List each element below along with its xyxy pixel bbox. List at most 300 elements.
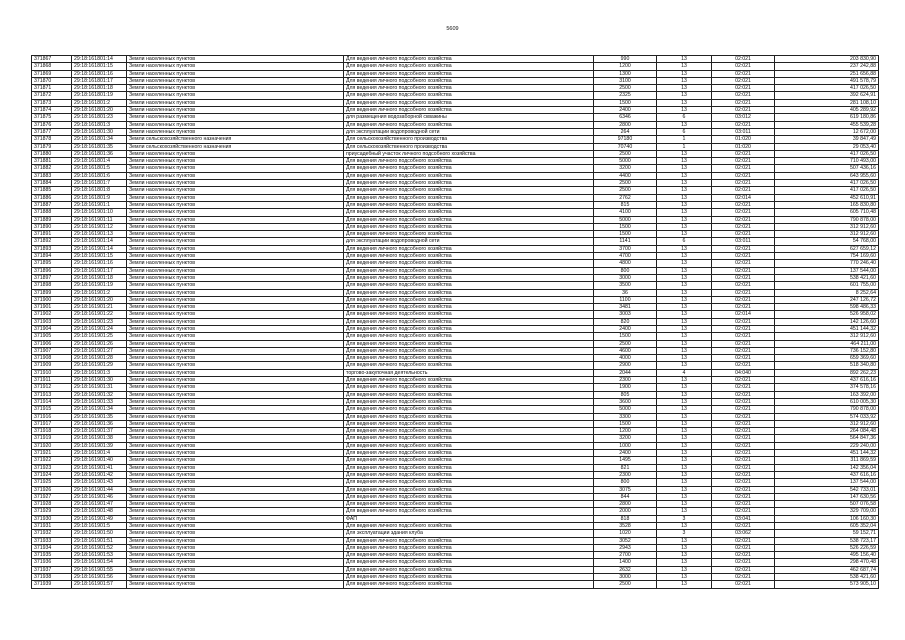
table-row <box>32 245 879 252</box>
permitted-use-cell: Для ведения личного подсобного хозяйства <box>344 362 594 369</box>
permitted-use-cell: Для ведения личного подсобного хозяйства <box>344 245 594 252</box>
permitted-use-cell: Для ведения личного подсобного хозяйства <box>344 523 594 530</box>
area-cell: 2500 <box>594 85 657 92</box>
cadastral-number-cell: 29:18:161901:52 <box>72 544 127 551</box>
use-code-cell: 02:021 <box>712 559 775 566</box>
cadastral-value-cell: 264 084,48 <box>775 428 879 435</box>
cadastral-value-cell: 247 126,72 <box>775 296 879 303</box>
cadastral-number-cell: 29:18:161901:3 <box>72 369 127 376</box>
cadastral-value-cell: 417 026,50 <box>775 180 879 187</box>
table-row <box>32 420 879 427</box>
group-code-cell: 13 <box>657 245 712 252</box>
table-row <box>32 209 879 216</box>
group-code-cell: 13 <box>657 260 712 267</box>
land-category-cell: Земли населенных пунктов <box>127 420 344 427</box>
group-code-cell: 13 <box>657 340 712 347</box>
row-number-cell: 371888 <box>32 209 72 216</box>
cadastral-number-cell: 29:18:161801:8 <box>72 187 127 194</box>
area-cell: 5000 <box>594 406 657 413</box>
area-cell: 800 <box>594 267 657 274</box>
group-code-cell: 13 <box>657 172 712 179</box>
land-category-cell: Земли населенных пунктов <box>127 428 344 435</box>
use-code-cell: 02:021 <box>712 581 775 588</box>
cadastral-number-cell: 29:18:161901:26 <box>72 340 127 347</box>
use-code-cell: 02:021 <box>712 56 775 63</box>
use-code-cell: 02:021 <box>712 391 775 398</box>
row-number-cell: 371939 <box>32 581 72 588</box>
row-number-cell: 371877 <box>32 128 72 135</box>
area-cell: 2400 <box>594 107 657 114</box>
land-category-cell: Земли населенных пунктов <box>127 245 344 252</box>
cadastral-value-cell: 574 033,92 <box>775 413 879 420</box>
land-category-cell: Земли населенных пунктов <box>127 493 344 500</box>
area-cell: 3200 <box>594 435 657 442</box>
row-number-cell: 371870 <box>32 77 72 84</box>
land-category-cell: Земли населенных пунктов <box>127 406 344 413</box>
permitted-use-cell: Для ведения личного подсобного хозяйства <box>344 347 594 354</box>
area-cell: 6346 <box>594 114 657 121</box>
table-row <box>32 172 879 179</box>
group-code-cell: 1 <box>657 143 712 150</box>
permitted-use-cell: Для ведения личного подсобного хозяйства <box>344 99 594 106</box>
use-code-cell: 02:021 <box>712 442 775 449</box>
group-code-cell: 6 <box>657 238 712 245</box>
table-row <box>32 77 879 84</box>
use-code-cell: 02:021 <box>712 501 775 508</box>
row-number-cell: 371907 <box>32 347 72 354</box>
table-row <box>32 201 879 208</box>
cadastral-value-cell: 542 733,01 <box>775 486 879 493</box>
area-cell: 1141 <box>594 238 657 245</box>
table-row <box>32 464 879 471</box>
land-category-cell: Земли населенных пунктов <box>127 479 344 486</box>
cadastral-number-cell: 29:18:161901:33 <box>72 398 127 405</box>
use-code-cell: 01:020 <box>712 143 775 150</box>
cadastral-number-cell: 29:18:161901:2 <box>72 289 127 296</box>
land-category-cell: Земли населенных пунктов <box>127 99 344 106</box>
area-cell: 1500 <box>594 231 657 238</box>
row-number-cell: 371912 <box>32 384 72 391</box>
row-number-cell: 371936 <box>32 559 72 566</box>
cadastral-number-cell: 29:18:161901:34 <box>72 406 127 413</box>
cadastral-number-cell: 29:18:161901:17 <box>72 267 127 274</box>
use-code-cell: 02:021 <box>712 304 775 311</box>
permitted-use-cell: Для ведения личного подсобного хозяйства <box>344 187 594 194</box>
row-number-cell: 371882 <box>32 165 72 172</box>
area-cell: 820 <box>594 318 657 325</box>
cadastral-value-cell: 8 252,64 <box>775 289 879 296</box>
permitted-use-cell: для размещения водозаборной скважины <box>344 114 594 121</box>
land-category-cell: Земли населенных пунктов <box>127 508 344 515</box>
permitted-use-cell: Для ведения личного подсобного хозяйства <box>344 274 594 281</box>
cadastral-value-cell: 392 624,91 <box>775 92 879 99</box>
cadastral-number-cell: 29:18:161901:19 <box>72 282 127 289</box>
area-cell: 1200 <box>594 428 657 435</box>
group-code-cell: 13 <box>657 574 712 581</box>
group-code-cell: 13 <box>657 406 712 413</box>
land-category-cell: Земли населенных пунктов <box>127 267 344 274</box>
land-category-cell: Земли населенных пунктов <box>127 216 344 223</box>
permitted-use-cell: Для ведения личного подсобного хозяйства <box>344 63 594 70</box>
area-cell: 2762 <box>594 194 657 201</box>
group-code-cell: 13 <box>657 267 712 274</box>
area-cell: 2632 <box>594 566 657 573</box>
land-category-cell: Земли населенных пунктов <box>127 501 344 508</box>
area-cell: 3528 <box>594 523 657 530</box>
cadastral-number-cell: 29:18:161801:4 <box>72 158 127 165</box>
table-row <box>32 377 879 384</box>
cadastral-number-cell: 29:18:161901:15 <box>72 253 127 260</box>
group-code-cell: 13 <box>657 180 712 187</box>
cadastral-number-cell: 29:18:161901:24 <box>72 325 127 332</box>
permitted-use-cell: Для ведения личного подсобного хозяйства <box>344 121 594 128</box>
use-code-cell: 02:021 <box>712 428 775 435</box>
row-number-cell: 371879 <box>32 143 72 150</box>
table-row <box>32 70 879 77</box>
group-code-cell: 13 <box>657 537 712 544</box>
table-row <box>32 355 879 362</box>
row-number-cell: 371889 <box>32 216 72 223</box>
permitted-use-cell: Для ведения личного подсобного хозяйства <box>344 216 594 223</box>
permitted-use-cell: Для ведения личного подсобного хозяйства <box>344 537 594 544</box>
area-cell: 3500 <box>594 282 657 289</box>
row-number-cell: 371931 <box>32 523 72 530</box>
cadastral-value-cell: 770 246,40 <box>775 260 879 267</box>
permitted-use-cell: Для ведения личного подсобного хозяйства <box>344 231 594 238</box>
group-code-cell: 13 <box>657 398 712 405</box>
permitted-use-cell: Для ведения личного подсобного хозяйства <box>344 201 594 208</box>
cadastral-value-cell: 605 352,04 <box>775 523 879 530</box>
cadastral-number-cell: 29:18:161901:38 <box>72 435 127 442</box>
use-code-cell: 01:020 <box>712 136 775 143</box>
permitted-use-cell: Для ведения личного подсобного хозяйства <box>344 566 594 573</box>
area-cell: 1400 <box>594 559 657 566</box>
area-cell: 264 <box>594 128 657 135</box>
land-category-cell: Земли населенных пунктов <box>127 296 344 303</box>
group-code-cell: 13 <box>657 566 712 573</box>
table-row <box>32 428 879 435</box>
use-code-cell: 02:021 <box>712 318 775 325</box>
area-cell: 3600 <box>594 398 657 405</box>
cadastral-number-cell: 29:18:161801:30 <box>72 128 127 135</box>
permitted-use-cell: Для ведения личного подсобного хозяйства <box>344 464 594 471</box>
cadastral-number-cell: 29:18:161901:44 <box>72 486 127 493</box>
group-code-cell: 13 <box>657 391 712 398</box>
area-cell: 821 <box>594 464 657 471</box>
table-row <box>32 223 879 230</box>
area-cell: 2500 <box>594 150 657 157</box>
group-code-cell: 13 <box>657 63 712 70</box>
permitted-use-cell: Для ведения личного подсобного хозяйства <box>344 289 594 296</box>
row-number-cell: 371906 <box>32 340 72 347</box>
permitted-use-cell: Для ведения личного подсобного хозяйства <box>344 508 594 515</box>
cadastral-number-cell: 29:18:161801:19 <box>72 92 127 99</box>
permitted-use-cell: Для ведения личного подсобного хозяйства <box>344 581 594 588</box>
table-row <box>32 92 879 99</box>
group-code-cell: 13 <box>657 70 712 77</box>
row-number-cell: 371935 <box>32 552 72 559</box>
cadastral-value-cell: 495 156,40 <box>775 552 879 559</box>
permitted-use-cell: Для ведения личного подсобного хозяйства <box>344 260 594 267</box>
row-number-cell: 371891 <box>32 231 72 238</box>
use-code-cell: 02:021 <box>712 333 775 340</box>
cadastral-value-cell: 54 768,00 <box>775 238 879 245</box>
permitted-use-cell: Для ведения личного подсобного хозяйства <box>344 471 594 478</box>
cadastral-number-cell: 29:18:161901:4 <box>72 450 127 457</box>
table-row <box>32 304 879 311</box>
table-row <box>32 501 879 508</box>
row-number-cell: 371897 <box>32 274 72 281</box>
cadastral-number-cell: 29:18:161801:20 <box>72 107 127 114</box>
cadastral-number-cell: 29:18:161801:36 <box>72 150 127 157</box>
cadastral-number-cell: 29:18:161901:29 <box>72 362 127 369</box>
permitted-use-cell: Для ведения личного подсобного хозяйства <box>344 493 594 500</box>
use-code-cell: 02:021 <box>712 70 775 77</box>
table-row <box>32 274 879 281</box>
cadastral-value-cell: 462 687,74 <box>775 566 879 573</box>
land-category-cell: Земли населенных пунктов <box>127 435 344 442</box>
area-cell: 2044 <box>594 369 657 376</box>
area-cell: 4400 <box>594 172 657 179</box>
area-cell: 2000 <box>594 508 657 515</box>
cadastral-value-cell: 437 616,16 <box>775 377 879 384</box>
table-row <box>32 253 879 260</box>
cadastral-value-cell: 417 026,50 <box>775 187 879 194</box>
land-category-cell: Земли населенных пунктов <box>127 384 344 391</box>
permitted-use-cell: Для ведения личного подсобного хозяйства <box>344 282 594 289</box>
land-category-cell: Земли населенных пунктов <box>127 77 344 84</box>
area-cell: 3200 <box>594 165 657 172</box>
row-number-cell: 371874 <box>32 107 72 114</box>
area-cell: 4800 <box>594 260 657 267</box>
land-category-cell: Земли населенных пунктов <box>127 471 344 478</box>
cadastral-number-cell: 29:18:161901:30 <box>72 377 127 384</box>
use-code-cell: 02:021 <box>712 216 775 223</box>
cadastral-value-cell: 619 180,86 <box>775 114 879 121</box>
area-cell: 4000 <box>594 355 657 362</box>
cadastral-number-cell: 29:18:161801:16 <box>72 70 127 77</box>
row-number-cell: 371928 <box>32 501 72 508</box>
use-code-cell: 02:021 <box>712 121 775 128</box>
land-category-cell: Земли населенных пунктов <box>127 340 344 347</box>
table-row <box>32 260 879 267</box>
group-code-cell: 13 <box>657 216 712 223</box>
table-row <box>32 406 879 413</box>
row-number-cell: 371911 <box>32 377 72 384</box>
permitted-use-cell: Для ведения личного подсобного хозяйства <box>344 384 594 391</box>
row-number-cell: 371917 <box>32 420 72 427</box>
land-category-cell: Земли населенных пунктов <box>127 442 344 449</box>
table-row <box>32 128 879 135</box>
row-number-cell: 371930 <box>32 515 72 522</box>
table-row <box>32 442 879 449</box>
row-number-cell: 371915 <box>32 406 72 413</box>
use-code-cell: 02:021 <box>712 574 775 581</box>
cadastral-value-cell: 237 242,88 <box>775 63 879 70</box>
cadastral-value-cell: 39 847,49 <box>775 136 879 143</box>
use-code-cell: 02:021 <box>712 282 775 289</box>
row-number-cell: 371923 <box>32 464 72 471</box>
row-number-cell: 371925 <box>32 479 72 486</box>
use-code-cell: 02:021 <box>712 296 775 303</box>
land-category-cell: Земли населенных пунктов <box>127 347 344 354</box>
area-cell: 3000 <box>594 574 657 581</box>
cadastral-value-cell: 564 847,36 <box>775 435 879 442</box>
permitted-use-cell: Для ведения личного подсобного хозяйства <box>344 559 594 566</box>
row-number-cell: 371900 <box>32 296 72 303</box>
group-code-cell: 13 <box>657 56 712 63</box>
cadastral-number-cell: 29:18:161901:47 <box>72 501 127 508</box>
area-cell: 4600 <box>594 347 657 354</box>
use-code-cell: 02:021 <box>712 85 775 92</box>
area-cell: 990 <box>594 56 657 63</box>
use-code-cell: 02:021 <box>712 260 775 267</box>
cadastral-number-cell: 29:18:161901:11 <box>72 216 127 223</box>
cadastral-number-cell: 29:18:161901:31 <box>72 384 127 391</box>
cadastral-value-cell: 754 169,60 <box>775 253 879 260</box>
table-row <box>32 194 879 201</box>
permitted-use-cell: Для ведения личного подсобного хозяйства <box>344 85 594 92</box>
cadastral-value-cell: 538 421,60 <box>775 274 879 281</box>
land-category-cell: Земли населенных пунктов <box>127 464 344 471</box>
row-number-cell: 371921 <box>32 450 72 457</box>
area-cell: 1000 <box>594 442 657 449</box>
cadastral-value-cell: 311 869,59 <box>775 457 879 464</box>
row-number-cell: 371916 <box>32 413 72 420</box>
land-category-cell: Земли населенных пунктов <box>127 304 344 311</box>
cadastral-value-cell: 29 053,40 <box>775 143 879 150</box>
row-number-cell: 371895 <box>32 260 72 267</box>
table-row <box>32 136 879 143</box>
row-number-cell: 371881 <box>32 158 72 165</box>
area-cell: 3100 <box>594 77 657 84</box>
table-row <box>32 231 879 238</box>
cadastral-value-cell: 437 616,16 <box>775 471 879 478</box>
use-code-cell: 02:021 <box>712 92 775 99</box>
group-code-cell: 13 <box>657 581 712 588</box>
cadastral-value-cell: 790 878,00 <box>775 216 879 223</box>
row-number-cell: 371899 <box>32 289 72 296</box>
use-code-cell: 02:021 <box>712 107 775 114</box>
permitted-use-cell: Для ведения личного подсобного хозяйства <box>344 180 594 187</box>
table-row <box>32 347 879 354</box>
area-cell: 2500 <box>594 180 657 187</box>
row-number-cell: 371890 <box>32 223 72 230</box>
cadastral-value-cell: 518 340,80 <box>775 362 879 369</box>
use-code-cell: 03:041 <box>712 515 775 522</box>
cadastral-number-cell: 29:18:161901:23 <box>72 318 127 325</box>
group-code-cell: 13 <box>657 282 712 289</box>
table-row <box>32 391 879 398</box>
cadastral-number-cell: 29:18:161901:40 <box>72 457 127 464</box>
cadastral-value-cell: 163 392,00 <box>775 391 879 398</box>
land-category-cell: Земли населенных пунктов <box>127 56 344 63</box>
land-category-cell: Земли населенных пунктов <box>127 150 344 157</box>
row-number-cell: 371871 <box>32 85 72 92</box>
group-code-cell: 13 <box>657 289 712 296</box>
row-number-cell: 371886 <box>32 194 72 201</box>
group-code-cell: 13 <box>657 274 712 281</box>
area-cell: 2500 <box>594 187 657 194</box>
group-code-cell: 13 <box>657 413 712 420</box>
land-category-cell: Земли населенных пунктов <box>127 391 344 398</box>
permitted-use-cell: Для ведения личного подсобного хозяйства <box>344 544 594 551</box>
group-code-cell: 13 <box>657 304 712 311</box>
use-code-cell: 02:021 <box>712 537 775 544</box>
area-cell: 2500 <box>594 581 657 588</box>
cadastral-number-cell: 29:18:161901:27 <box>72 347 127 354</box>
land-category-cell: Земли населенных пунктов <box>127 158 344 165</box>
group-code-cell: 1 <box>657 136 712 143</box>
land-category-cell: Земли сельскохозяйственного назначения <box>127 136 344 143</box>
permitted-use-cell: Для ведения личного подсобного хозяйства <box>344 158 594 165</box>
group-code-cell: 13 <box>657 318 712 325</box>
cadastral-number-cell: 29:18:161901:28 <box>72 355 127 362</box>
use-code-cell: 02:021 <box>712 566 775 573</box>
area-cell: 1020 <box>594 530 657 537</box>
cadastral-number-cell: 29:18:161801:35 <box>72 143 127 150</box>
permitted-use-cell: Для ведения личного подсобного хозяйства <box>344 457 594 464</box>
cadastral-value-cell: 329 709,00 <box>775 508 879 515</box>
land-category-cell: Земли населенных пунктов <box>127 172 344 179</box>
row-number-cell: 371892 <box>32 238 72 245</box>
table-row <box>32 165 879 172</box>
cadastral-value-cell: 526 958,02 <box>775 311 879 318</box>
row-number-cell: 371887 <box>32 201 72 208</box>
row-number-cell: 371914 <box>32 398 72 405</box>
row-number-cell: 371883 <box>32 172 72 179</box>
table-row <box>32 413 879 420</box>
permitted-use-cell: Для ведения личного подсобного хозяйства <box>344 435 594 442</box>
cadastral-value-cell: 229 240,00 <box>775 442 879 449</box>
group-code-cell: 13 <box>657 559 712 566</box>
permitted-use-cell: Для ведения личного подсобного хозяйства <box>344 92 594 99</box>
use-code-cell: 02:014 <box>712 194 775 201</box>
cadastral-number-cell: 29:18:161801:7 <box>72 180 127 187</box>
table-row <box>32 99 879 106</box>
land-category-cell: Земли населенных пунктов <box>127 325 344 332</box>
cadastral-value-cell: 451 144,32 <box>775 325 879 332</box>
land-category-cell: Земли населенных пунктов <box>127 274 344 281</box>
table-row <box>32 552 879 559</box>
land-category-cell: Земли населенных пунктов <box>127 260 344 267</box>
permitted-use-cell: для эксплуатации водопроводной сети <box>344 238 594 245</box>
area-cell: 2400 <box>594 450 657 457</box>
cadastral-value-cell: 312 912,60 <box>775 231 879 238</box>
row-number-cell: 371905 <box>32 333 72 340</box>
permitted-use-cell: Для ведения личного подсобного хозяйства <box>344 340 594 347</box>
use-code-cell: 02:021 <box>712 158 775 165</box>
table-row <box>32 150 879 157</box>
land-category-cell: Земли населенных пунктов <box>127 530 344 537</box>
row-number-cell: 371869 <box>32 70 72 77</box>
area-cell: 3481 <box>594 304 657 311</box>
cadastral-number-cell: 29:18:161901:14 <box>72 245 127 252</box>
group-code-cell: 13 <box>657 384 712 391</box>
cadastral-value-cell: 137 544,00 <box>775 267 879 274</box>
row-number-cell: 371937 <box>32 566 72 573</box>
land-category-cell: Земли населенных пунктов <box>127 223 344 230</box>
table-row <box>32 143 879 150</box>
cadastral-value-cell: 281 108,10 <box>775 99 879 106</box>
area-cell: 2400 <box>594 325 657 332</box>
cadastral-value-cell: 790 878,00 <box>775 406 879 413</box>
row-number-cell: 371938 <box>32 574 72 581</box>
cadastral-value-cell: 417 026,50 <box>775 85 879 92</box>
permitted-use-cell: Для ведения личного подсобного хозяйства <box>344 406 594 413</box>
cadastral-value-cell: 464 211,00 <box>775 340 879 347</box>
row-number-cell: 371868 <box>32 63 72 70</box>
